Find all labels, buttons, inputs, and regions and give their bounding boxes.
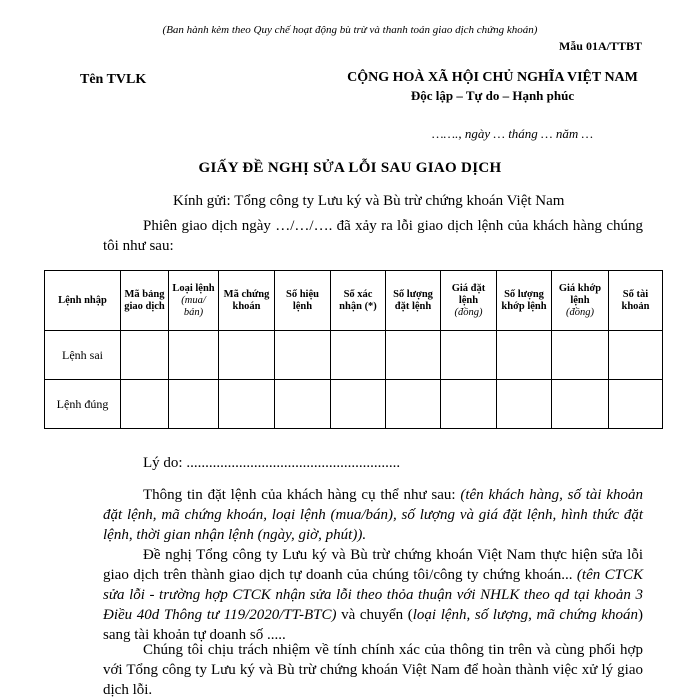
regulation-note: (Ban hành kèm theo Quy chế hoạt động bù trừ và thanh toán giao dịch chứng khoán) [162, 24, 538, 36]
responsibility-paragraph: Chúng tôi chịu trách nhiệm về tính chính xác của thông tin trên và cùng phối hợp với Tổng công ty Lưu ký và Bù trừ chứng khoán Việt Nam để hoàn thành việc xử lý giao dịch lỗi. [103, 642, 643, 698]
table-row [45, 380, 663, 429]
recipient-line: Kính gửi: Tổng công ty Lưu ký và Bù trừ chứng khoán Việt Nam [173, 193, 565, 209]
header-cell: Giá đặt lệnh (đồng) [441, 271, 497, 331]
table-cell[interactable] [609, 331, 663, 380]
table-cell[interactable] [275, 331, 331, 380]
table-cell[interactable] [386, 380, 441, 429]
header-cell: Số lượng đặt lệnh [386, 271, 441, 331]
member-name: Tên TVLK [80, 72, 147, 87]
header-cell: Giá khớp lệnh (đồng) [552, 271, 609, 331]
request-text: Đề nghị Tổng công ty Lưu ký và Bù trừ chứng khoán Việt Nam thực hiện sửa lỗi giao dịch trên thành giao dịch tự doanh của chúng tôi/công ty chứng khoán... [103, 547, 643, 583]
reason-line: Lý do: ......................................................... [143, 455, 401, 471]
header-cell: Loại lệnh (mua/ bán) [169, 271, 219, 331]
table-cell[interactable] [331, 380, 386, 429]
table-cell[interactable] [552, 380, 609, 429]
row-label: Lệnh sai [45, 331, 121, 380]
nation-heading: CỘNG HOÀ XÃ HỘI CHỦ NGHĨA VIỆT NAM [347, 70, 638, 85]
header-cell: Mã chứng khoán [219, 271, 275, 331]
session-paragraph: Phiên giao dịch ngày …/…/…. đã xảy ra lỗi giao dịch lệnh của khách hàng chúng tôi như sau: [103, 218, 643, 254]
header-cell: Mã bảng giao dịch [121, 271, 169, 331]
table-cell[interactable] [497, 331, 552, 380]
request-text-end: ) sang tài khoản tự doanh số ..... [103, 607, 643, 643]
table-cell[interactable] [121, 380, 169, 429]
header-cell: Số tài khoản [609, 271, 663, 331]
table-header-row [45, 271, 663, 331]
table-cell[interactable] [121, 331, 169, 380]
header-cell: Số lượng khớp lệnh [497, 271, 552, 331]
header-cell: Số hiệu lệnh [275, 271, 331, 331]
motto: Độc lập – Tự do – Hạnh phúc [410, 88, 575, 103]
order-info-text: Thông tin đặt lệnh của khách hàng cụ thể như sau: [143, 487, 461, 503]
table-cell[interactable] [441, 331, 497, 380]
header-cell: Lệnh nhập [45, 271, 121, 331]
table-cell[interactable] [219, 331, 275, 380]
table-cell[interactable] [386, 331, 441, 380]
order-error-table [44, 270, 663, 429]
order-info-paragraph [103, 485, 643, 545]
table-cell[interactable] [169, 380, 219, 429]
request-text-cont: và chuyển ( [336, 607, 413, 623]
row-label: Lệnh đúng [45, 380, 121, 429]
table-cell[interactable] [219, 380, 275, 429]
date-line: ……., ngày … tháng … năm … [432, 126, 594, 141]
header-cell: Số xác nhận (*) [331, 271, 386, 331]
table-cell[interactable] [331, 331, 386, 380]
order-info-italic: (tên khách hàng, số tài khoản đặt lệnh, mã chứng khoán, loại lệnh (mua/bán), số lượng và giá đặt lệnh, hình thức đặt lệnh, thời gian nhận lệnh (ngày, giờ, phút)). [103, 487, 644, 543]
table-cell[interactable] [609, 380, 663, 429]
table-cell[interactable] [275, 380, 331, 429]
form-code: Mẫu 01A/TTBT [558, 39, 642, 53]
request-italic-note: (tên CTCK sửa lỗi - trường hợp CTCK nhận sửa lỗi theo thỏa thuận với NHLK theo qd tại khoản 3 Điều 40d Thông tư 119/2020/TT-BTC) [103, 567, 643, 623]
document-title: GIẤY ĐỀ NGHỊ SỬA LỖI SAU GIAO DỊCH [198, 160, 502, 176]
request-paragraph [103, 545, 643, 645]
table-cell[interactable] [552, 331, 609, 380]
table-row [45, 331, 663, 380]
table-cell[interactable] [497, 380, 552, 429]
table-cell[interactable] [169, 331, 219, 380]
request-italic-details: loại lệnh, số lượng, mã chứng khoán [412, 607, 638, 623]
table-cell[interactable] [441, 380, 497, 429]
